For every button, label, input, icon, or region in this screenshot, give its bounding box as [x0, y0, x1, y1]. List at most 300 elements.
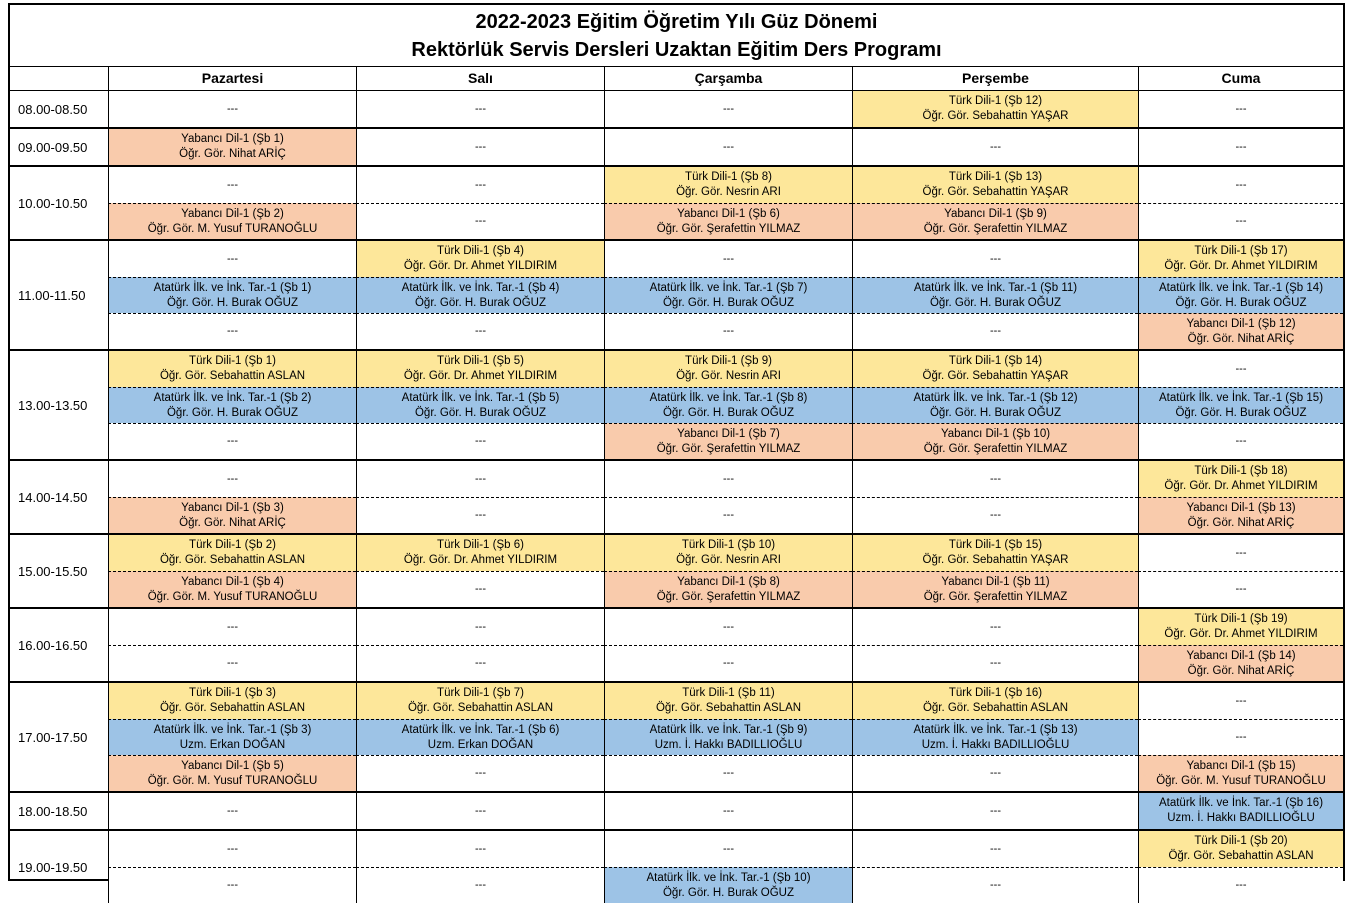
course-name: Yabancı Dil-1 (Şb 14)	[1186, 649, 1296, 662]
empty-cell	[108, 793, 356, 829]
course-cell	[356, 351, 604, 387]
time-label: 18.00-18.50	[18, 803, 88, 819]
empty-mark: ---	[990, 472, 1001, 485]
empty-cell	[1138, 351, 1343, 387]
empty-mark: ---	[475, 140, 486, 153]
course-name: Türk Dili-1 (Şb 3)	[189, 687, 276, 699]
empty-mark: ---	[475, 102, 486, 115]
course-cell	[1138, 609, 1343, 645]
instructor-name: Öğr. Gör. H. Burak OĞUZ	[929, 406, 1061, 419]
time-label: 16.00-16.50	[18, 637, 88, 653]
empty-mark: ---	[723, 509, 734, 521]
course-name: Atatürk İlk. ve İnk. Tar.-1 (Şb 14)	[1158, 281, 1324, 294]
empty-mark: ---	[1235, 435, 1247, 447]
instructor-name: Öğr. Gör. H. Burak OĞUZ	[166, 406, 298, 419]
course-cell	[852, 387, 1138, 423]
course-cell	[604, 387, 852, 423]
instructor-name: Öğr. Gör. Sebahattin YAŞAR	[922, 554, 1069, 566]
course-cell	[604, 571, 852, 607]
empty-mark: ---	[723, 842, 734, 855]
course-name: Atatürk İlk. ve İnk. Tar.-1 (Şb 2)	[153, 391, 312, 404]
empty-cell	[356, 609, 604, 645]
instructor-name: Öğr. Gör. Dr. Ahmet YILDIRIM	[403, 554, 558, 566]
course-cell	[1138, 793, 1343, 829]
course-name: Atatürk İlk. ve İnk. Tar.-1 (Şb 15)	[1158, 391, 1324, 404]
course-name: Yabancı Dil-1 (Şb 6)	[677, 207, 780, 220]
empty-mark: ---	[723, 140, 734, 153]
instructor-name: Öğr. Gör. Nihat ARİÇ	[1187, 516, 1295, 529]
course-cell	[108, 129, 356, 165]
course-name: Türk Dili-1 (Şb 5)	[437, 355, 524, 367]
empty-cell	[356, 313, 604, 349]
instructor-name: Öğr. Gör. M. Yusuf TURANOĞLU	[147, 774, 318, 787]
empty-mark: ---	[227, 620, 238, 633]
empty-mark: ---	[1235, 215, 1247, 227]
course-cell	[852, 277, 1138, 313]
empty-cell	[1138, 129, 1343, 165]
empty-cell	[356, 793, 604, 829]
empty-mark: ---	[227, 804, 238, 817]
empty-mark: ---	[1235, 102, 1247, 115]
empty-cell	[1138, 683, 1343, 719]
time-label: 14.00-14.50	[18, 489, 88, 505]
empty-mark: ---	[1235, 546, 1247, 559]
time-slot-block	[10, 829, 1343, 903]
instructor-name: Öğr. Gör. H. Burak OĞUZ	[929, 296, 1061, 309]
course-cell	[852, 91, 1138, 127]
instructor-name: Öğr. Gör. Dr. Ahmet YILDIRIM	[403, 370, 558, 382]
instructor-name: Öğr. Gör. Nihat ARİÇ	[179, 516, 286, 529]
instructor-name: Öğr. Gör. Nihat ARİÇ	[179, 148, 286, 160]
empty-cell	[852, 129, 1138, 165]
course-cell	[356, 719, 604, 755]
empty-cell	[852, 241, 1138, 277]
course-cell	[356, 683, 604, 719]
course-name: Türk Dili-1 (Şb 14)	[948, 355, 1043, 367]
course-name: Atatürk İlk. ve İnk. Tar.-1 (Şb 1)	[153, 281, 312, 294]
day-header: Perşembe	[852, 67, 1138, 90]
empty-cell	[1138, 535, 1343, 571]
instructor-name: Öğr. Gör. Nihat ARİÇ	[1187, 332, 1295, 345]
empty-cell	[108, 167, 356, 203]
empty-cell	[356, 91, 604, 127]
course-cell	[1138, 755, 1343, 791]
time-slot-block	[10, 533, 1343, 607]
empty-mark: ---	[475, 842, 486, 855]
empty-mark: ---	[227, 102, 238, 115]
course-name: Türk Dili-1 (Şb 4)	[437, 245, 524, 257]
empty-cell	[108, 609, 356, 645]
course-cell	[356, 277, 604, 313]
empty-cell	[108, 867, 356, 903]
course-name: Türk Dili-1 (Şb 8)	[685, 171, 772, 183]
empty-cell	[108, 313, 356, 349]
empty-mark: ---	[990, 842, 1001, 855]
course-cell	[108, 203, 356, 239]
instructor-name: Öğr. Gör. Sebahattin YAŞAR	[922, 186, 1069, 198]
time-label: 11.00-11.50	[18, 287, 86, 303]
empty-cell	[356, 129, 604, 165]
day-header-row	[10, 67, 1343, 91]
course-cell	[852, 535, 1138, 571]
empty-cell	[1138, 571, 1343, 607]
empty-mark: ---	[1235, 140, 1247, 153]
course-cell	[604, 535, 852, 571]
course-name: Türk Dili-1 (Şb 18)	[1194, 465, 1288, 477]
course-cell	[604, 277, 852, 313]
empty-cell	[852, 645, 1138, 681]
course-cell	[108, 351, 356, 387]
empty-mark: ---	[723, 657, 734, 669]
empty-mark: ---	[723, 804, 734, 817]
time-slot-block	[10, 791, 1343, 829]
course-name: Türk Dili-1 (Şb 13)	[948, 171, 1043, 183]
empty-cell	[108, 241, 356, 277]
empty-cell	[852, 793, 1138, 829]
course-name: Atatürk İlk. ve İnk. Tar.-1 (Şb 4)	[401, 281, 560, 294]
course-cell	[1138, 277, 1343, 313]
course-name: Türk Dili-1 (Şb 15)	[948, 539, 1043, 551]
day-header: Pazartesi	[108, 67, 356, 90]
time-slot-block	[10, 349, 1343, 459]
course-cell	[108, 387, 356, 423]
course-cell	[604, 203, 852, 239]
instructor-name: Öğr. Gör. H. Burak OĞUZ	[1175, 296, 1307, 309]
empty-mark: ---	[723, 472, 734, 485]
course-name: Yabancı Dil-1 (Şb 1)	[181, 133, 284, 145]
instructor-name: Öğr. Gör. M. Yusuf TURANOĞLU	[147, 590, 318, 603]
empty-cell	[108, 423, 356, 459]
course-cell	[108, 755, 356, 791]
course-cell	[108, 497, 356, 533]
instructor-name: Öğr. Gör. Sebahattin ASLAN	[1168, 850, 1314, 862]
time-slot-block	[10, 681, 1343, 791]
empty-cell	[1138, 203, 1343, 239]
course-name: Atatürk İlk. ve İnk. Tar.-1 (Şb 3)	[153, 723, 312, 736]
empty-cell	[1138, 719, 1343, 755]
course-name: Türk Dili-1 (Şb 17)	[1194, 245, 1288, 257]
course-name: Yabancı Dil-1 (Şb 10)	[940, 427, 1051, 440]
title-line-2: Rektörlük Servis Dersleri Uzaktan Eğitim Ders Programı	[411, 38, 942, 61]
course-cell	[604, 167, 852, 203]
empty-cell	[852, 867, 1138, 903]
course-cell	[356, 241, 604, 277]
course-name: Türk Dili-1 (Şb 12)	[948, 95, 1043, 107]
instructor-name: Öğr. Gör. Sebahattin ASLAN	[407, 702, 554, 714]
empty-cell	[108, 831, 356, 867]
day-header: Cuma	[1138, 67, 1343, 90]
course-cell	[1138, 241, 1343, 277]
instructor-name: Öğr. Gör. H. Burak OĞUZ	[662, 296, 794, 309]
empty-cell	[356, 461, 604, 497]
instructor-name: Öğr. Gör. Nesrin ARI	[676, 554, 781, 566]
empty-mark: ---	[475, 620, 486, 633]
course-name: Yabancı Dil-1 (Şb 7)	[677, 427, 780, 440]
instructor-name: Öğr. Gör. Sebahattin ASLAN	[159, 554, 306, 566]
instructor-name: Öğr. Gör. Dr. Ahmet YILDIRIM	[1164, 260, 1318, 272]
course-name: Atatürk İlk. ve İnk. Tar.-1 (Şb 7)	[649, 281, 808, 294]
empty-cell	[604, 497, 852, 533]
course-cell	[108, 571, 356, 607]
course-name: Atatürk İlk. ve İnk. Tar.-1 (Şb 16)	[1158, 797, 1324, 809]
day-header: Salı	[356, 67, 604, 90]
empty-mark: ---	[990, 620, 1001, 633]
course-name: Türk Dili-1 (Şb 19)	[1194, 613, 1288, 625]
instructor-name: Uzm. İ. Hakkı BADILLIOĞLU	[921, 738, 1070, 751]
course-name: Yabancı Dil-1 (Şb 8)	[677, 575, 780, 588]
empty-cell	[356, 497, 604, 533]
instructor-name: Öğr. Gör. H. Burak OĞUZ	[662, 406, 794, 419]
time-label: 10.00-10.50	[18, 195, 88, 211]
course-name: Atatürk İlk. ve İnk. Tar.-1 (Şb 11)	[913, 281, 1078, 294]
instructor-name: Öğr. Gör. H. Burak OĞUZ	[166, 296, 298, 309]
instructor-name: Öğr. Gör. Sebahattin YAŞAR	[922, 370, 1069, 382]
empty-mark: ---	[475, 178, 486, 191]
course-cell	[108, 277, 356, 313]
empty-mark: ---	[723, 767, 734, 779]
course-cell	[1138, 313, 1343, 349]
instructor-name: Öğr. Gör. Dr. Ahmet YILDIRIM	[1164, 480, 1318, 492]
empty-mark: ---	[227, 252, 238, 265]
empty-cell	[108, 91, 356, 127]
empty-mark: ---	[475, 472, 486, 485]
empty-mark: ---	[1235, 731, 1247, 743]
course-name: Atatürk İlk. ve İnk. Tar.-1 (Şb 9)	[649, 723, 808, 736]
title-line-1: 2022-2023 Eğitim Öğretim Yılı Güz Dönemi	[475, 10, 878, 33]
instructor-name: Öğr. Gör. Nihat ARİÇ	[1187, 664, 1295, 677]
empty-cell	[604, 313, 852, 349]
empty-mark: ---	[990, 879, 1001, 891]
instructor-name: Öğr. Gör. Şerafettin YILMAZ	[923, 442, 1068, 455]
empty-mark: ---	[227, 657, 238, 669]
empty-cell	[356, 423, 604, 459]
empty-mark: ---	[990, 767, 1001, 779]
time-slot-block	[10, 127, 1343, 165]
course-name: Atatürk İlk. ve İnk. Tar.-1 (Şb 10)	[646, 871, 811, 884]
empty-mark: ---	[1235, 694, 1247, 707]
empty-mark: ---	[475, 804, 486, 817]
empty-mark: ---	[723, 620, 734, 633]
empty-mark: ---	[227, 178, 238, 191]
course-name: Atatürk İlk. ve İnk. Tar.-1 (Şb 5)	[401, 391, 560, 404]
empty-cell	[604, 793, 852, 829]
empty-cell	[852, 755, 1138, 791]
schedule-sheet	[8, 3, 1345, 899]
course-name: Atatürk İlk. ve İnk. Tar.-1 (Şb 13)	[913, 723, 1078, 736]
course-cell	[604, 423, 852, 459]
course-name: Türk Dili-1 (Şb 1)	[189, 355, 276, 367]
course-cell	[108, 535, 356, 571]
course-name: Yabancı Dil-1 (Şb 11)	[941, 575, 1050, 588]
empty-cell	[852, 313, 1138, 349]
course-cell	[852, 167, 1138, 203]
empty-mark: ---	[990, 804, 1001, 817]
empty-mark: ---	[227, 842, 238, 855]
empty-mark: ---	[475, 879, 486, 891]
instructor-name: Öğr. Gör. Şerafettin YILMAZ	[656, 442, 801, 455]
empty-cell	[852, 831, 1138, 867]
empty-cell	[604, 91, 852, 127]
course-name: Türk Dili-1 (Şb 6)	[437, 539, 524, 551]
instructor-name: Öğr. Gör. Nesrin ARI	[676, 370, 781, 382]
course-name: Türk Dili-1 (Şb 2)	[189, 539, 276, 551]
empty-mark: ---	[990, 252, 1001, 265]
course-cell	[604, 351, 852, 387]
time-label: 08.00-08.50	[18, 101, 88, 117]
empty-mark: ---	[475, 657, 486, 669]
empty-cell	[356, 203, 604, 239]
empty-mark: ---	[227, 879, 238, 891]
course-name: Türk Dili-1 (Şb 11)	[682, 687, 775, 699]
course-cell	[852, 683, 1138, 719]
empty-cell	[604, 831, 852, 867]
course-cell	[108, 683, 356, 719]
instructor-name: Öğr. Gör. Nesrin ARI	[676, 186, 781, 198]
empty-cell	[604, 609, 852, 645]
instructor-name: Öğr. Gör. H. Burak OĞUZ	[1175, 406, 1307, 419]
course-name: Yabancı Dil-1 (Şb 3)	[181, 501, 284, 514]
course-name: Yabancı Dil-1 (Şb 2)	[181, 207, 284, 220]
instructor-name: Öğr. Gör. Sebahattin ASLAN	[159, 702, 306, 714]
instructor-name: Öğr. Gör. Şerafettin YILMAZ	[923, 222, 1068, 235]
time-label: 09.00-09.50	[18, 139, 88, 155]
course-name: Yabancı Dil-1 (Şb 9)	[944, 207, 1047, 220]
empty-cell	[604, 129, 852, 165]
course-cell	[108, 719, 356, 755]
time-slot-block	[10, 91, 1343, 127]
course-name: Türk Dili-1 (Şb 7)	[437, 687, 524, 699]
empty-cell	[108, 645, 356, 681]
course-cell	[1138, 831, 1343, 867]
course-cell	[852, 351, 1138, 387]
course-cell	[852, 719, 1138, 755]
empty-mark: ---	[723, 102, 734, 115]
instructor-name: Uzm. İ. Hakkı BADILLIOĞLU	[1167, 812, 1315, 824]
instructor-name: Öğr. Gör. H. Burak OĞUZ	[414, 296, 546, 309]
course-name: Yabancı Dil-1 (Şb 4)	[181, 575, 284, 588]
instructor-name: Öğr. Gör. Dr. Ahmet YILDIRIM	[1164, 628, 1318, 640]
time-slot-block	[10, 239, 1343, 349]
course-name: Atatürk İlk. ve İnk. Tar.-1 (Şb 6)	[401, 723, 560, 736]
course-name: Atatürk İlk. ve İnk. Tar.-1 (Şb 8)	[649, 391, 808, 404]
empty-cell	[356, 831, 604, 867]
empty-mark: ---	[227, 325, 238, 337]
schedule-title	[10, 5, 1343, 67]
empty-cell	[604, 461, 852, 497]
course-name: Türk Dili-1 (Şb 9)	[685, 355, 772, 367]
empty-cell	[604, 241, 852, 277]
empty-mark: ---	[227, 472, 238, 485]
instructor-name: Öğr. Gör. H. Burak OĞUZ	[662, 886, 794, 899]
empty-mark: ---	[227, 435, 238, 447]
empty-cell	[356, 645, 604, 681]
empty-mark: ---	[475, 509, 486, 521]
empty-cell	[1138, 91, 1343, 127]
course-name: Türk Dili-1 (Şb 16)	[948, 687, 1043, 699]
course-cell	[1138, 497, 1343, 533]
empty-mark: ---	[475, 767, 486, 779]
instructor-name: Öğr. Gör. Sebahattin ASLAN	[922, 702, 1069, 714]
time-slot-block	[10, 165, 1343, 239]
empty-mark: ---	[475, 435, 486, 447]
instructor-name: Öğr. Gör. Şerafettin YILMAZ	[656, 222, 801, 235]
empty-cell	[852, 609, 1138, 645]
instructor-name: Öğr. Gör. Sebahattin ASLAN	[655, 702, 802, 714]
empty-cell	[1138, 867, 1343, 903]
course-name: Yabancı Dil-1 (Şb 13)	[1186, 501, 1296, 514]
empty-mark: ---	[990, 140, 1001, 153]
instructor-name: Öğr. Gör. Dr. Ahmet YILDIRIM	[403, 260, 558, 272]
course-cell	[852, 423, 1138, 459]
time-label: 13.00-13.50	[18, 397, 88, 413]
course-cell	[356, 387, 604, 423]
empty-mark: ---	[1235, 879, 1247, 891]
empty-mark: ---	[475, 215, 486, 227]
instructor-name: Öğr. Gör. M. Yusuf TURANOĞLU	[1156, 774, 1326, 787]
instructor-name: Uzm. Erkan DOĞAN	[427, 738, 534, 751]
course-cell	[604, 683, 852, 719]
empty-mark: ---	[990, 325, 1001, 337]
empty-mark: ---	[475, 583, 486, 595]
course-cell	[604, 719, 852, 755]
course-cell	[852, 571, 1138, 607]
instructor-name: Öğr. Gör. H. Burak OĞUZ	[414, 406, 546, 419]
time-slot-block	[10, 459, 1343, 533]
empty-cell	[356, 755, 604, 791]
empty-cell	[108, 461, 356, 497]
time-slot-block	[10, 607, 1343, 681]
empty-mark: ---	[1235, 178, 1247, 191]
empty-cell	[604, 645, 852, 681]
course-name: Yabancı Dil-1 (Şb 5)	[181, 759, 284, 772]
course-cell	[1138, 645, 1343, 681]
instructor-name: Öğr. Gör. M. Yusuf TURANOĞLU	[147, 222, 318, 235]
course-cell	[852, 203, 1138, 239]
empty-cell	[356, 167, 604, 203]
instructor-name: Öğr. Gör. Sebahattin YAŞAR	[922, 110, 1069, 122]
instructor-name: Uzm. İ. Hakkı BADILLIOĞLU	[654, 738, 803, 751]
day-header: Çarşamba	[604, 67, 852, 90]
empty-cell	[356, 571, 604, 607]
course-cell	[356, 535, 604, 571]
course-cell	[1138, 387, 1343, 423]
empty-cell	[604, 755, 852, 791]
course-cell	[1138, 461, 1343, 497]
empty-mark: ---	[723, 252, 734, 265]
empty-mark: ---	[723, 325, 734, 337]
course-name: Atatürk İlk. ve İnk. Tar.-1 (Şb 12)	[913, 391, 1078, 404]
empty-cell	[852, 497, 1138, 533]
empty-mark: ---	[475, 325, 486, 337]
time-label: 19.00-19.50	[18, 859, 88, 875]
empty-cell	[852, 461, 1138, 497]
time-label: 17.00-17.50	[18, 729, 88, 745]
empty-cell	[1138, 423, 1343, 459]
empty-cell	[356, 867, 604, 903]
empty-mark: ---	[1235, 362, 1247, 375]
empty-cell	[1138, 167, 1343, 203]
instructor-name: Öğr. Gör. Şerafettin YILMAZ	[656, 590, 801, 603]
empty-mark: ---	[990, 509, 1001, 521]
empty-mark: ---	[990, 657, 1001, 669]
empty-mark: ---	[1235, 583, 1247, 595]
course-name: Yabancı Dil-1 (Şb 15)	[1186, 759, 1296, 772]
time-label: 15.00-15.50	[18, 563, 88, 579]
course-name: Türk Dili-1 (Şb 20)	[1194, 835, 1288, 847]
instructor-name: Uzm. Erkan DOĞAN	[179, 738, 286, 751]
course-name: Türk Dili-1 (Şb 10)	[681, 539, 776, 551]
course-name: Yabancı Dil-1 (Şb 12)	[1186, 317, 1296, 330]
